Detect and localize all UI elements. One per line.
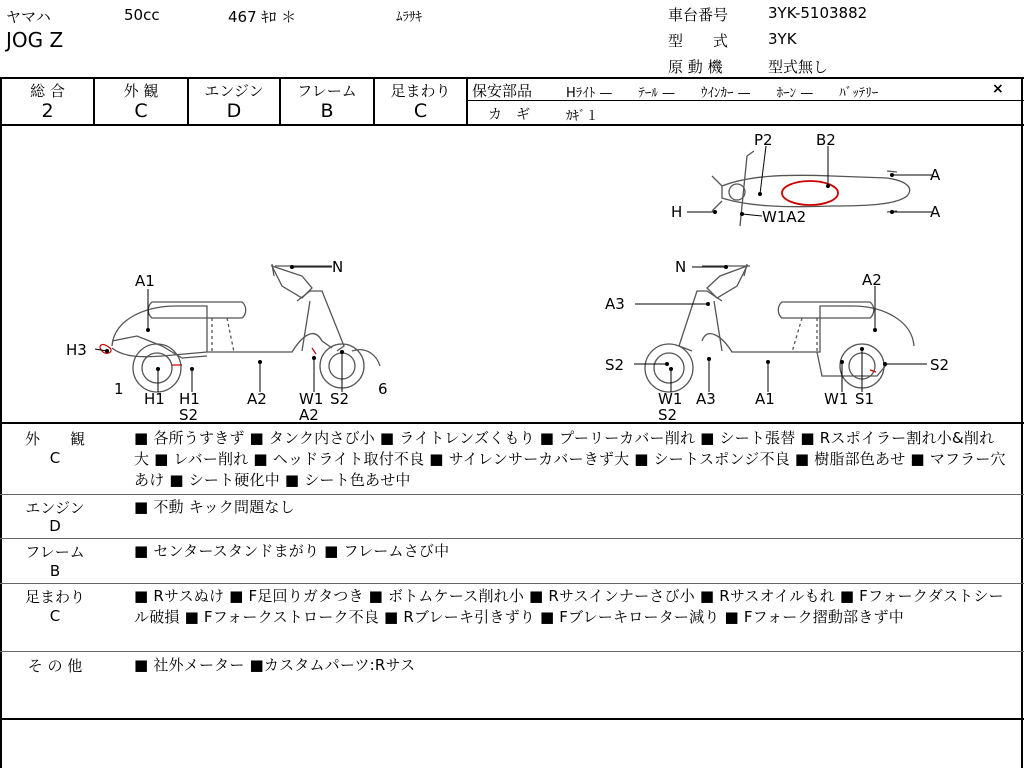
diag-label: W1	[299, 390, 324, 408]
diag-label: W1	[658, 390, 683, 408]
grade-label-exterior: 外 観	[123, 82, 159, 100]
type-label: 型 式	[668, 32, 729, 50]
diag-label: H1	[144, 390, 165, 408]
section-grade-frame: B	[49, 562, 61, 580]
grade-value-exterior: C	[134, 100, 148, 122]
grade-label-engine: エンジン	[204, 82, 264, 100]
engine-label: 原 動 機	[668, 58, 723, 76]
section-grade-suspension: C	[49, 607, 61, 625]
divider	[0, 77, 1024, 79]
diag-label: P2	[754, 131, 773, 149]
mileage: 467 ｷﾛ ＊	[228, 8, 297, 26]
diag-label: W1	[824, 390, 849, 408]
diag-label: S2	[330, 390, 350, 408]
section-label-suspension: 足まわり	[24, 588, 85, 606]
divider	[0, 494, 1024, 495]
diag-label: A1	[755, 390, 775, 408]
type-value: 3YK	[768, 30, 797, 48]
diag-label: N	[332, 258, 344, 276]
diag-label: A2	[862, 271, 882, 289]
diag-label: S1	[855, 390, 875, 408]
diag-label: 6	[378, 380, 388, 398]
safety-label: 保安部品	[472, 82, 533, 100]
key-value: ｶｷﾞ１	[566, 109, 599, 124]
section-label-frame: フレーム	[25, 543, 85, 561]
section-label-exterior: 外 観	[24, 430, 85, 448]
diag-label: H1	[179, 390, 200, 408]
frame-no-label: 車台番号	[668, 6, 729, 24]
maker: ヤマハ	[6, 8, 51, 26]
divider	[0, 651, 1024, 652]
diag-label: A	[930, 203, 941, 221]
grade-label-overall: 総 合	[30, 82, 65, 100]
diag-label: B2	[816, 131, 836, 149]
diag-label: A2	[247, 390, 267, 408]
color: ﾑﾗｻｷ	[396, 10, 422, 25]
section-label-other: そ の 他	[27, 657, 83, 675]
section-text-frame: ■ センタースタンドまがり ■ フレームさび中	[134, 542, 450, 560]
grade-value-overall: 2	[41, 100, 54, 122]
diag-label: H3	[66, 341, 87, 359]
section-grade-exterior: C	[49, 449, 61, 467]
grade-value-engine: D	[226, 100, 242, 122]
divider	[466, 77, 468, 125]
diag-label: H	[671, 203, 683, 221]
section-text-engine: ■ 不動 キック問題なし	[134, 498, 295, 516]
divider	[0, 538, 1024, 539]
grade-label-frame: フレーム	[297, 82, 357, 100]
grade-value-frame: B	[320, 100, 334, 122]
diag-label: A1	[135, 272, 155, 290]
diag-label: A3	[605, 295, 625, 313]
grade-label-suspension: 足まわり	[390, 82, 451, 100]
diag-label: A2	[299, 406, 319, 422]
section-text-suspension: ■ Rサスぬけ ■ F足回りガタつき ■ ボトムケース削れ小 ■ Rサスインナーさび小 ■ Rサスオイルもれ ■ Fフォークダストシール破損 ■ Fフォークストローク不良 ■ Rブレーキ引きずり ■ Fブレーキローター減り ■ Fフォーク摺動部きず中	[134, 587, 1004, 626]
engine-value: 型式無し	[768, 58, 829, 76]
diag-label: S2	[658, 406, 678, 422]
frame-no: 3YK-5103882	[768, 4, 868, 22]
divider	[0, 718, 1024, 720]
safety-items: Hﾗｲﾄ — ﾃｰﾙ — ｳｲﾝｶｰ — ﾎｰﾝ — ﾊﾞｯﾃﾘｰ	[566, 86, 879, 101]
diag-label: N	[675, 258, 687, 276]
diag-label: W1A2	[762, 208, 807, 226]
model-name: JOG Z	[6, 28, 64, 52]
diag-label: S2	[605, 356, 625, 374]
divider	[0, 583, 1024, 584]
diag-label: A	[930, 166, 941, 184]
grade-value-suspension: C	[413, 100, 428, 122]
divider	[0, 422, 1024, 424]
section-label-engine: エンジン	[25, 499, 85, 517]
battery-mark: ×	[992, 81, 1004, 97]
diag-label: A3	[696, 390, 716, 408]
key-label: カ ギ	[488, 107, 530, 123]
section-grade-engine: D	[49, 517, 61, 535]
section-text-exterior: ■ 各所うすきず ■ タンク内さび小 ■ ライトレンズくもり ■ プーリーカバー削れ ■ シート張替 ■ Rスポイラー割れ小&削れ大 ■ レバー削れ ■ ヘッドライト取付不良 ■ サイレンサーカバーきず大 ■ シートスポンジ不良 ■ 樹脂部色あせ ■ マフラー穴あけ ■ シート硬化中 ■ シート色あせ中	[134, 429, 1006, 489]
section-text-other: ■ 社外メーター ■カスタムパーツ:Rサス	[134, 656, 416, 674]
diag-label: S2	[179, 406, 199, 422]
scooter-diagram	[2, 126, 1021, 422]
diag-label: S2	[930, 356, 950, 374]
diag-label: 1	[114, 380, 124, 398]
displacement: 50cc	[124, 6, 160, 24]
